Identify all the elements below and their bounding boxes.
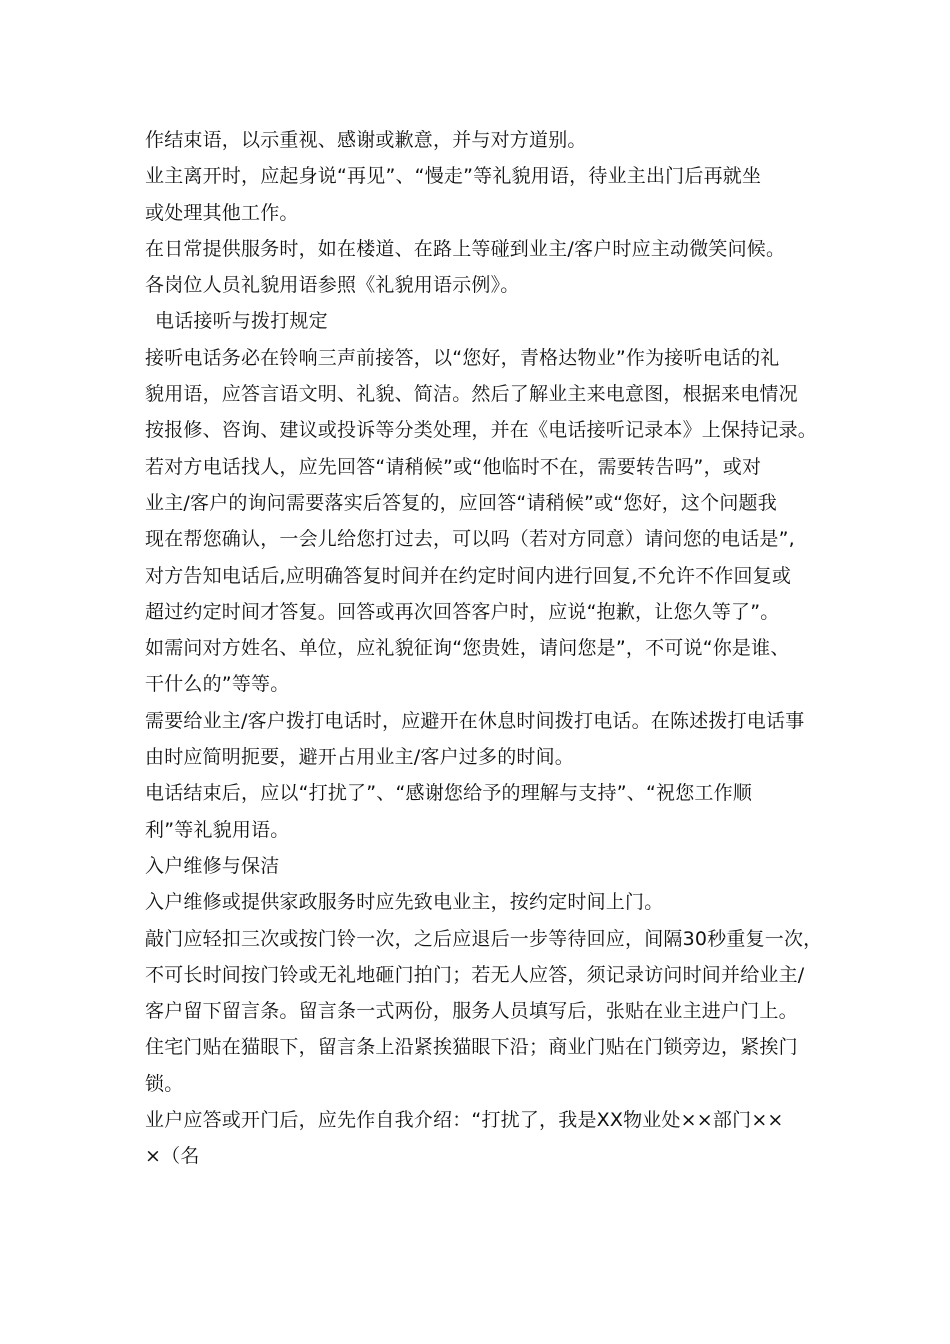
text-line: 敲门应轻扣三次或按门铃一次，之后应退后一步等待回应，间隔30秒重复一次， [145,927,823,950]
text-line: 客户留下留言条。留言条一式两份，服务人员填写后，张贴在业主进户门上。 [145,1000,798,1023]
text-line: 锁。 [145,1072,184,1095]
text-line: 利”等礼貌用语。 [145,818,290,841]
document-body [145,122,823,1175]
text-line: 如需问对方姓名、单位，应礼貌征询“您贵姓，请问您是”，不可说“你是谁、 [145,637,790,660]
text-line: 接听电话务必在铃响三声前接答，以“您好，青格达物业”作为接听电话的礼 [145,346,780,369]
text-line: 现在帮您确认，一会儿给您打过去，可以吗（若对方同意）请问您的电话是”, [145,528,795,551]
text-line: 若对方电话找人，应先回答“请稍候”或“他临时不在，需要转告吗”，或对 [145,455,762,478]
text-line: 对方告知电话后,应明确答复时间并在约定时间内进行回复,不允许不作回复或 [145,564,792,587]
text-line: 入户维修或提供家政服务时应先致电业主，按约定时间上门。 [145,891,664,914]
text-line: 按报修、咨询、建议或投诉等分类处理，并在《电话接听记录本》上保持记录。 [145,419,818,442]
text-line: 或处理其他工作。 [145,201,299,224]
text-line: 干什么的”等等。 [145,673,290,696]
section-heading: 入户维修与保洁 [145,854,280,877]
text-line: ×（名 [145,1145,200,1168]
text-line: 作结束语，以示重视、感谢或歉意，并与对方道别。 [145,129,587,151]
text-line: 貌用语，应答言语文明、礼貌、简洁。然后了解业主来电意图，根据来电情况 [145,383,798,406]
text-line: 业主离开时，应起身说“再见”、“慢走”等礼貌用语，待业主出门后再就坐 [145,165,762,188]
text-line: 不可长时间按门铃或无礼地砸门拍门；若无人应答，须记录访问时间并给业主/ [145,963,805,986]
text-line: 各岗位人员礼貌用语参照《礼貌用语示例》。 [145,274,520,297]
text-line: 业户应答或开门后，应先作自我介绍：“打扰了，我是XX物业处××部门×× [145,1109,784,1132]
text-line: 需要给业主/客户拨打电话时，应避开在休息时间拨打电话。在陈述拨打电话事 [145,709,805,732]
text-line: 电话结束后，应以“打扰了”、“感谢您给予的理解与支持”、“祝您工作顺 [145,782,753,805]
text-line: 住宅门贴在猫眼下，留言条上沿紧挨猫眼下沿；商业门贴在门锁旁边，紧挨门 [145,1036,798,1059]
text-line: 在日常提供服务时，如在楼道、在路上等碰到业主/客户时应主动微笑问候。 [145,237,786,260]
text-line: 超过约定时间才答复。回答或再次回答客户时，应说“抱歉，让您久等了”。 [145,600,780,623]
section-heading: 电话接听与拨打规定 [155,310,328,333]
text-line: 业主/客户的询问需要落实后答复的，应回答“请稍候”或“您好，这个问题我 [145,491,777,514]
text-line: 由时应简明扼要，避开占用业主/客户过多的时间。 [145,746,575,769]
